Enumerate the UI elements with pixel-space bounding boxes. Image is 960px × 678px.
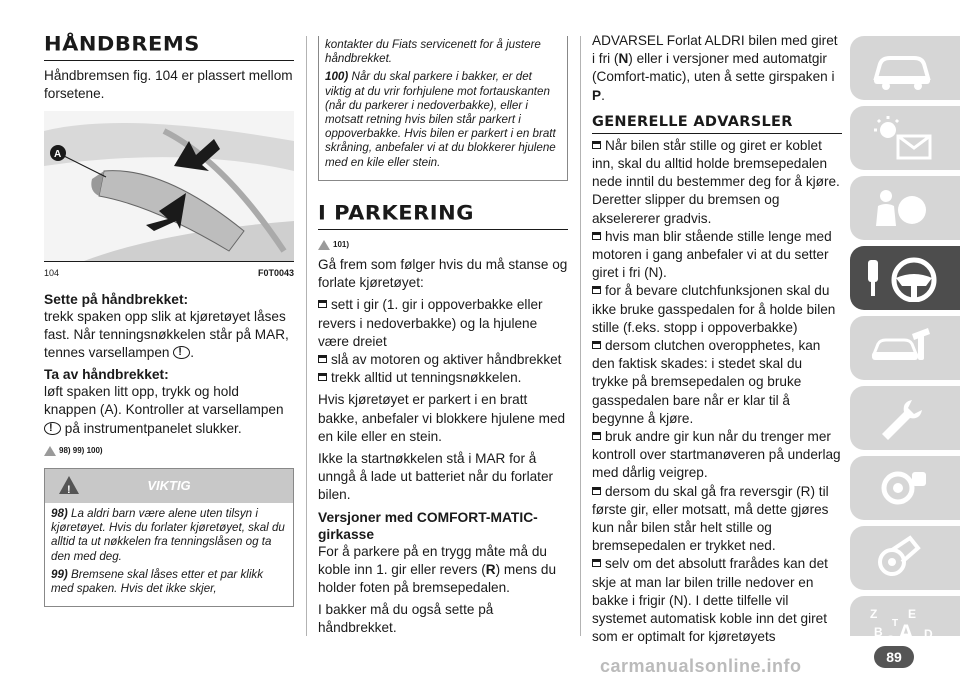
bullet-icon bbox=[592, 341, 601, 349]
intro-text: Håndbremsen fig. 104 er plassert mellom forsetene. bbox=[44, 68, 293, 102]
svg-text:D: D bbox=[924, 627, 933, 641]
car-tools-icon bbox=[868, 324, 938, 372]
battery-text: Ikke la startnøkkelen stå i MAR for å unngå å lade ut batteriet når du forlater bilen. bbox=[318, 451, 554, 503]
parking-intro: Gå frem som følger hvis du må stanse og forlate kjøretøyet: bbox=[318, 257, 568, 291]
list-item: selv om det absolutt frarådes kan det skje at man lar bilen trille nedover en bakke i frigir (N). I dette tilfelle vil systemet automatisk koble inn det giret som er optimalt for kjøretøyets bbox=[592, 556, 828, 645]
note-text-99: Bremsene skal låses etter et par klikk med spaken. Hvis det ikke skjer, bbox=[51, 567, 264, 596]
title-rule bbox=[44, 60, 294, 61]
list-item: dersom du skal gå fra reversgir (R) til første gir, eller motsatt, må dette gjøres kun når bilen står helt stille og bremsepedalen er trykket ned. bbox=[592, 483, 829, 554]
svg-text:Z: Z bbox=[870, 607, 878, 621]
handbrake-figure bbox=[44, 111, 294, 261]
list-item: bruk andre gir kun når du trenger mer kontroll over startmanøveren på underlag med dårlig veigrep. bbox=[592, 429, 841, 481]
svg-text:C: C bbox=[886, 633, 895, 644]
bullet-icon bbox=[318, 355, 327, 363]
note-number-99: 99) bbox=[51, 567, 68, 581]
important-box-header: ! VIKTIG bbox=[45, 469, 293, 503]
list-item: dersom clutchen overopphetes, kan den faktisk skades: i stedet skal du trykke på bremsepedalen og bruke gasspedalen bare når er klar til å begynne å kjøre. bbox=[592, 338, 821, 426]
figure-caption bbox=[44, 261, 294, 282]
list-item: for å bevare clutchfunksjonen skal du ikke bruke gasspedalen for å holde bilen stille (f.eks. stopp i oppoverbakke) bbox=[592, 283, 836, 335]
bullet-icon bbox=[592, 286, 601, 294]
note-text-100: Når du skal parkere i bakker, er det viktig at du vrir forhjulene mot fortauskanten (når du parkerer i nedoverbakke), eller i motsatt retning hvis bilen står parkert i oppoverbakke. Hvis bilen er parkert i en bratt skråning, anbefaler vi at du blokkerer hjulene med en kile eller stein. bbox=[325, 70, 556, 169]
title-rule bbox=[592, 133, 842, 134]
section-title-generelle-advarsler: GENERELLE ADVARSLER bbox=[592, 113, 793, 130]
important-box bbox=[44, 468, 294, 607]
chapter-tab-warning-lights[interactable] bbox=[850, 106, 960, 170]
reference-number: 101) bbox=[333, 239, 350, 249]
heading-comfort-matic: Versjoner med COMFORT-MATIC-girkasse bbox=[318, 509, 538, 542]
chapter-tab-multimedia[interactable] bbox=[850, 526, 960, 590]
svg-text:E: E bbox=[908, 607, 917, 621]
warning-lights-icon bbox=[868, 114, 938, 162]
chapter-tab-technical-data[interactable] bbox=[850, 456, 960, 520]
steering-wheel-icon bbox=[868, 254, 948, 302]
warning-reference bbox=[318, 236, 568, 254]
list-item: Når bilen står stille og giret er koblet inn, skal du alltid holde bremsepedalen nede inntil du bestemmer deg for å kjøre. Deretter slipper du bremsen og akselererer gradvis. bbox=[592, 137, 840, 226]
chapter-tab-car-info[interactable] bbox=[850, 36, 960, 100]
list-item: sett i gir (1. gir i oppoverbakke eller revers i nedoverbakke) og la hjulene være dreiet bbox=[318, 297, 543, 349]
list-item: slå av motoren og aktiver håndbrekket bbox=[318, 351, 568, 369]
bullet-icon bbox=[318, 373, 327, 381]
section-title-handbrems: HÅNDBREMS bbox=[44, 32, 200, 56]
car-info-icon bbox=[868, 44, 938, 92]
column-2 bbox=[318, 36, 568, 642]
bullet-icon bbox=[592, 487, 601, 495]
watermark: carmanualsonline.info bbox=[600, 656, 802, 676]
note-number-98: 98) bbox=[51, 507, 68, 521]
advarsel-text: ADVARSEL Forlat ALDRI bilen med giret i fri (N) eller i versjoner med automatgir (Comfort-matic), uten å sette girspaken i P. bbox=[592, 33, 838, 103]
hill-handbrake-text: I bakker må du også sette på håndbrekket. bbox=[318, 602, 494, 636]
airbag-icon bbox=[868, 184, 938, 232]
note-number-100: 100) bbox=[325, 70, 349, 84]
important-heading: VIKTIG bbox=[147, 477, 191, 493]
bullet-icon bbox=[592, 432, 601, 440]
note-text-98: La aldri barn være alene uten tilsyn i kjøretøyet. Hvis du forlater kjøretøyet, skal du alltid ta ut nøkkelen fra tenningslåsen og ta den med deg. bbox=[51, 507, 285, 563]
list-item: trekk alltid ut tenningsnøkkelen. bbox=[318, 369, 568, 387]
title-rule bbox=[318, 229, 568, 230]
warning-references bbox=[44, 442, 294, 460]
release-handbrake-text bbox=[44, 383, 294, 438]
technical-data-icon bbox=[868, 464, 938, 512]
list-item: hvis man blir stående stille lenge med motoren i gang anbefaler vi at du setter giret i fri (N). bbox=[592, 228, 832, 281]
index-letters-icon bbox=[868, 604, 948, 644]
brake-warning-lamp-icon bbox=[173, 346, 190, 359]
column-divider bbox=[306, 36, 307, 636]
set-text-part-1: trekk spaken opp slik at kjøretøyet låses fast. Når tenningsnøkkelen står på MAR, tennes varsellampen bbox=[44, 308, 289, 361]
set-handbrake-text bbox=[44, 308, 294, 363]
release-text-part-2: på instrumentpanelet slukker. bbox=[64, 420, 242, 436]
release-text-part-1: løft spaken litt opp, trykk og hold knappen (A). Kontroller at varsellampen bbox=[44, 384, 284, 418]
wrench-icon bbox=[868, 394, 938, 442]
chapter-tab-index[interactable] bbox=[850, 596, 960, 644]
section-title-parkering: I PARKERING bbox=[318, 201, 474, 224]
figure-label-a: A bbox=[54, 149, 62, 161]
chapter-tab-starting-driving[interactable] bbox=[850, 246, 960, 310]
heading-release-handbrake: Ta av håndbrekket: bbox=[44, 367, 169, 383]
note-text-99-continued: kontakter du Fiats servicenett for å justere håndbrekket. bbox=[325, 38, 541, 66]
figure-code: F0T0043 bbox=[257, 268, 294, 279]
steep-hill-text: Hvis kjøretøyet er parkert i en bratt bakke, anbefaler vi blokkere hjulene med en kile eller en stein. bbox=[318, 392, 566, 444]
heading-set-handbrake: Sette på håndbrekket: bbox=[44, 291, 189, 307]
column-1 bbox=[44, 32, 294, 607]
comfort-matic-text: For å parkere på en trygg måte må du koble inn 1. gir eller revers (R) mens du holder foten på bremsepedalen. bbox=[318, 543, 557, 596]
column-divider bbox=[580, 36, 581, 636]
bullet-icon bbox=[318, 300, 327, 308]
svg-text:T: T bbox=[892, 618, 899, 629]
chapter-sidebar bbox=[850, 36, 960, 644]
bullet-icon bbox=[592, 141, 601, 149]
svg-text:A: A bbox=[898, 620, 914, 644]
page-number: 89 bbox=[874, 646, 914, 668]
chapter-tab-safety[interactable] bbox=[850, 176, 960, 240]
reference-numbers: 98) 99) 100) bbox=[59, 445, 103, 455]
warning-triangle-icon bbox=[44, 446, 56, 456]
warning-triangle-icon bbox=[318, 240, 330, 250]
important-box-body bbox=[45, 503, 293, 606]
chapter-tab-maintenance[interactable] bbox=[850, 386, 960, 450]
svg-text:B: B bbox=[874, 625, 883, 639]
bullet-icon bbox=[592, 232, 601, 240]
important-box-continued bbox=[318, 36, 568, 181]
chapter-tab-emergency[interactable] bbox=[850, 316, 960, 380]
multimedia-icon bbox=[868, 534, 938, 582]
column-3 bbox=[592, 32, 842, 647]
handbrake-illustration bbox=[44, 111, 294, 261]
figure-number: 104 bbox=[44, 268, 60, 279]
bullet-icon bbox=[592, 559, 601, 567]
set-text-part-2: . bbox=[190, 345, 194, 361]
brake-warning-lamp-icon bbox=[44, 422, 61, 435]
